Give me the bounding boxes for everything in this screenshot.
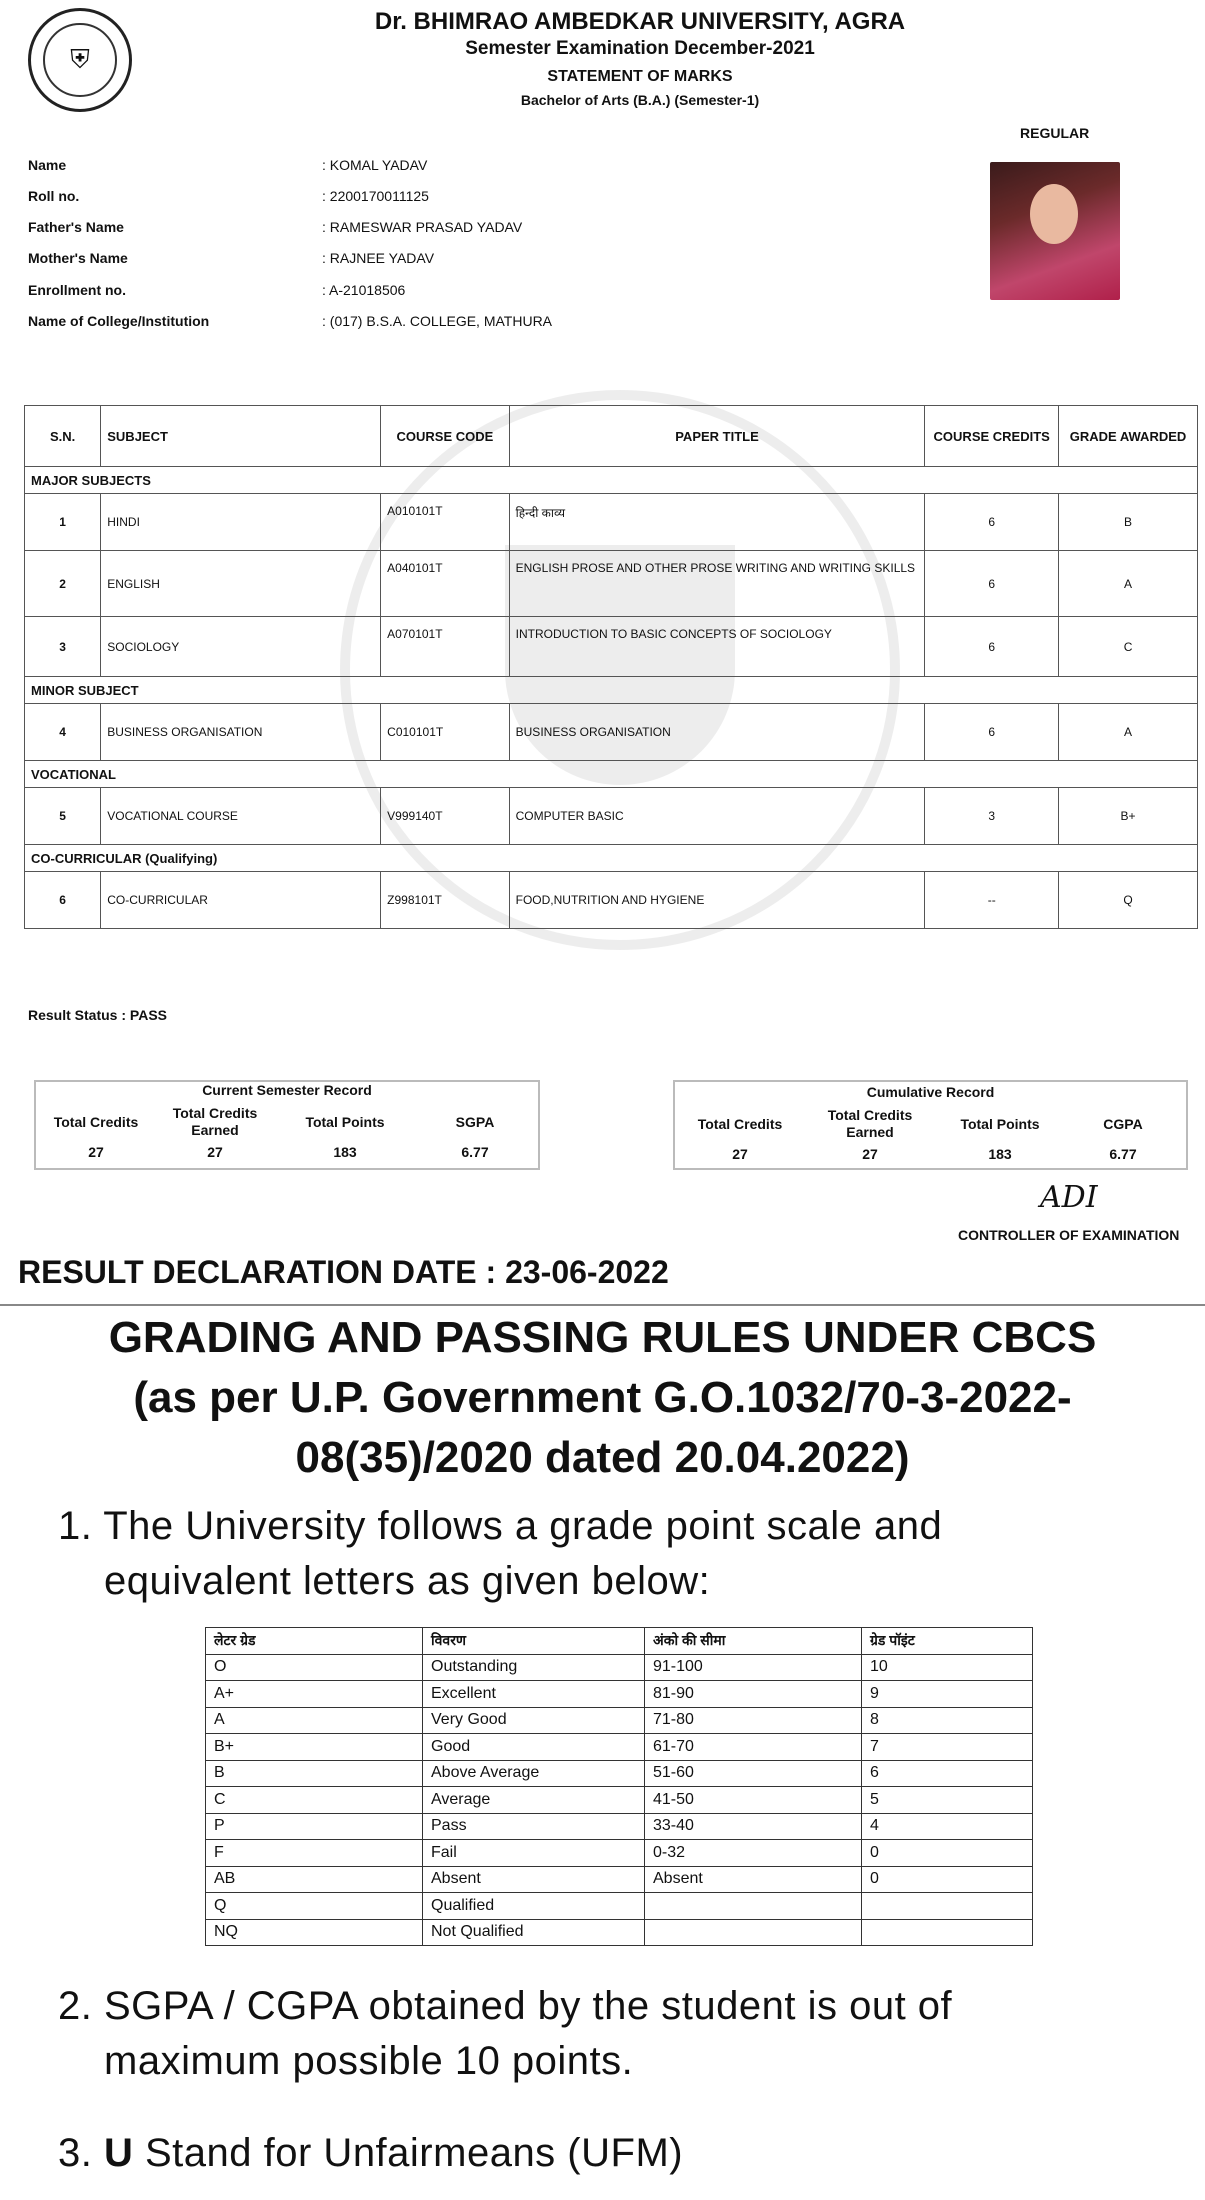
cell: [645, 1893, 862, 1920]
cell: Absent: [645, 1866, 862, 1893]
cell: Above Average: [423, 1760, 645, 1787]
cell-sn: 6: [25, 872, 101, 929]
section-row: [25, 677, 1198, 704]
grade-col-header: अंको की सीमा: [645, 1628, 862, 1655]
marks-table: [24, 405, 1198, 929]
exam-title: Semester Examination December-2021: [465, 38, 815, 59]
record-label: SGPA: [455, 1114, 495, 1130]
cell: 9: [862, 1681, 1033, 1708]
cell: Outstanding: [423, 1654, 645, 1681]
col-header: PAPER TITLE: [509, 406, 925, 467]
cell: B: [206, 1760, 423, 1787]
rule-point-1: 1. The University follows a grade point scale and: [58, 1504, 943, 1548]
info-value: : KOMAL YADAV: [322, 157, 428, 173]
cell: 8: [862, 1707, 1033, 1734]
cell-title: हिन्दी काव्य: [509, 494, 925, 551]
info-value: : (017) B.S.A. COLLEGE, MATHURA: [322, 313, 553, 329]
table-row: [206, 1787, 1033, 1814]
record-label: Total Credits Earned: [827, 1107, 913, 1140]
table-row: [25, 704, 1198, 761]
info-label: Name of College/Institution: [28, 313, 210, 329]
cell: [645, 1919, 862, 1946]
cell-title: COMPUTER BASIC: [509, 788, 925, 845]
cell-credits: 6: [925, 494, 1059, 551]
record-label: Total Credits: [697, 1116, 783, 1132]
table-row: [206, 1919, 1033, 1946]
cell: [862, 1893, 1033, 1920]
section-title: VOCATIONAL: [25, 761, 1198, 788]
table-row: [206, 1840, 1033, 1867]
rules-title: GRADING AND PASSING RULES UNDER CBCS: [108, 1313, 1097, 1362]
controller-label: CONTROLLER OF EXAMINATION: [958, 1227, 1180, 1243]
table-row: [25, 494, 1198, 551]
cell-code: C010101T: [381, 704, 509, 761]
cell-subject: CO-CURRICULAR: [101, 872, 381, 929]
rules-title: (as per U.P. Government G.O.1032/70-3-2022-: [133, 1373, 1072, 1422]
cell: NQ: [206, 1919, 423, 1946]
cell-code: V999140T: [381, 788, 509, 845]
cell-code: A040101T: [381, 551, 509, 617]
cell: 5: [862, 1787, 1033, 1814]
cell-credits: 6: [925, 551, 1059, 617]
cell: 33-40: [645, 1813, 862, 1840]
info-label: Name: [28, 157, 67, 173]
cell-grade: C: [1059, 617, 1198, 677]
table-row: [25, 617, 1198, 677]
info-value: : RAMESWAR PRASAD YADAV: [322, 219, 523, 235]
info-label: Roll no.: [28, 188, 80, 204]
marks-header-row: [25, 406, 1198, 467]
record-label: Total Credits: [53, 1114, 139, 1130]
cell: 51-60: [645, 1760, 862, 1787]
cell-sn: 3: [25, 617, 101, 677]
grade-scale-table: [205, 1627, 1033, 1946]
table-row: [206, 1813, 1033, 1840]
record-label: Total Points: [305, 1114, 385, 1130]
cell: A+: [206, 1681, 423, 1708]
cell-grade: B: [1059, 494, 1198, 551]
cell-grade: B+: [1059, 788, 1198, 845]
cell: C: [206, 1787, 423, 1814]
regular-tag: REGULAR: [1020, 125, 1090, 141]
col-header: SUBJECT: [101, 406, 381, 467]
rule-point-3-text: Stand for Unfairmeans (UFM): [133, 2131, 684, 2175]
cell-credits: 6: [925, 704, 1059, 761]
university-name: Dr. BHIMRAO AMBEDKAR UNIVERSITY, AGRA: [374, 8, 906, 35]
cell: 4: [862, 1813, 1033, 1840]
table-row: [206, 1734, 1033, 1761]
col-header: S.N.: [25, 406, 101, 467]
cell-sn: 2: [25, 551, 101, 617]
table-row: [206, 1866, 1033, 1893]
record-value: 27: [88, 1144, 104, 1160]
cell: 91-100: [645, 1654, 862, 1681]
table-row: [25, 872, 1198, 929]
cell: 0: [862, 1866, 1033, 1893]
cell-title: ENGLISH PROSE AND OTHER PROSE WRITING AND WRITING SKILLS: [509, 551, 925, 617]
record-value: 183: [988, 1146, 1012, 1162]
cell: Average: [423, 1787, 645, 1814]
grade-header-row: [206, 1628, 1033, 1655]
cell-subject: SOCIOLOGY: [101, 617, 381, 677]
col-header: COURSE CREDITS: [925, 406, 1059, 467]
current-record-title: Current Semester Record: [202, 1082, 372, 1098]
cell-title: BUSINESS ORGANISATION: [509, 704, 925, 761]
cell-credits: 6: [925, 617, 1059, 677]
cell-credits: 3: [925, 788, 1059, 845]
grade-col-header: ग्रेड पॉइंट: [862, 1628, 1033, 1655]
cell: Excellent: [423, 1681, 645, 1708]
cell-sn: 5: [25, 788, 101, 845]
cell: F: [206, 1840, 423, 1867]
col-header: COURSE CODE: [381, 406, 509, 467]
rule-point-2-cont: maximum possible 10 points.: [104, 2039, 634, 2083]
cell-subject: BUSINESS ORGANISATION: [101, 704, 381, 761]
cell: [862, 1919, 1033, 1946]
university-seal-logo: [28, 8, 132, 112]
shield-icon: ⛨: [43, 23, 117, 97]
info-value: : A-21018506: [322, 282, 406, 298]
cell-code: A010101T: [381, 494, 509, 551]
col-header: GRADE AWARDED: [1059, 406, 1198, 467]
section-title: MAJOR SUBJECTS: [25, 467, 1198, 494]
cell-title: INTRODUCTION TO BASIC CONCEPTS OF SOCIOLOGY: [509, 617, 925, 677]
cell-subject: VOCATIONAL COURSE: [101, 788, 381, 845]
table-row: [25, 788, 1198, 845]
cumulative-record-title: Cumulative Record: [866, 1084, 995, 1100]
section-title: MINOR SUBJECT: [25, 677, 1198, 704]
record-label: Total Credits Earned: [172, 1105, 258, 1138]
rules-title: 08(35)/2020 dated 20.04.2022): [295, 1433, 910, 1482]
info-label: Enrollment no.: [28, 282, 126, 298]
cell: 71-80: [645, 1707, 862, 1734]
cell-grade: A: [1059, 704, 1198, 761]
cell-code: A070101T: [381, 617, 509, 677]
cell: B+: [206, 1734, 423, 1761]
grade-col-header: लेटर ग्रेड: [206, 1628, 423, 1655]
cell-subject: HINDI: [101, 494, 381, 551]
info-label: Mother's Name: [28, 250, 128, 266]
cell-grade: A: [1059, 551, 1198, 617]
table-row: [206, 1681, 1033, 1708]
section-row: [25, 761, 1198, 788]
section-title: CO-CURRICULAR (Qualifying): [25, 845, 1198, 872]
record-label: Total Points: [960, 1116, 1040, 1132]
cell: 81-90: [645, 1681, 862, 1708]
rule-point-1-cont: equivalent letters as given below:: [104, 1559, 711, 1603]
record-label: CGPA: [1103, 1116, 1143, 1132]
cell: 0: [862, 1840, 1033, 1867]
cell: 6: [862, 1760, 1033, 1787]
cell: Pass: [423, 1813, 645, 1840]
cell: Very Good: [423, 1707, 645, 1734]
cell: P: [206, 1813, 423, 1840]
cell: Good: [423, 1734, 645, 1761]
cell: 10: [862, 1654, 1033, 1681]
document-title: STATEMENT OF MARKS: [547, 68, 733, 85]
table-row: [206, 1760, 1033, 1787]
table-row: [206, 1654, 1033, 1681]
cell: 7: [862, 1734, 1033, 1761]
table-row: [206, 1893, 1033, 1920]
record-value: 27: [862, 1146, 878, 1162]
cell: Qualified: [423, 1893, 645, 1920]
cell-sn: 4: [25, 704, 101, 761]
cell-title: FOOD,NUTRITION AND HYGIENE: [509, 872, 925, 929]
controller-signature: ADI: [1040, 1180, 1098, 1215]
rule-point-2: 2. SGPA / CGPA obtained by the student is out of: [58, 1984, 953, 2028]
cell-grade: Q: [1059, 872, 1198, 929]
table-row: [206, 1707, 1033, 1734]
cell: A: [206, 1707, 423, 1734]
cell: Fail: [423, 1840, 645, 1867]
record-value: 183: [333, 1144, 357, 1160]
record-value: 6.77: [461, 1144, 489, 1160]
result-declaration-date: RESULT DECLARATION DATE : 23-06-2022: [18, 1254, 669, 1290]
cell: Q: [206, 1893, 423, 1920]
cell: 61-70: [645, 1734, 862, 1761]
record-value: 27: [732, 1146, 748, 1162]
cell-credits: --: [925, 872, 1059, 929]
cell-sn: 1: [25, 494, 101, 551]
cell: AB: [206, 1866, 423, 1893]
table-row: [25, 551, 1198, 617]
rule-point-3: [58, 2127, 1168, 2179]
section-row: [25, 845, 1198, 872]
student-photo: [990, 162, 1120, 300]
result-status: Result Status : PASS: [28, 1007, 167, 1023]
cell: Absent: [423, 1866, 645, 1893]
section-row: [25, 467, 1198, 494]
cell: Not Qualified: [423, 1919, 645, 1946]
cell: 0-32: [645, 1840, 862, 1867]
cell-subject: ENGLISH: [101, 551, 381, 617]
cell-code: Z998101T: [381, 872, 509, 929]
record-value: 6.77: [1109, 1146, 1137, 1162]
rule-point-3-prefix: 3.: [58, 2131, 104, 2175]
rule-point-3-bold: U: [103, 2131, 134, 2175]
divider: [0, 1304, 1205, 1306]
info-label: Father's Name: [28, 219, 124, 235]
course-name: Bachelor of Arts (B.A.) (Semester-1): [520, 92, 760, 108]
cell: O: [206, 1654, 423, 1681]
info-value: : 2200170011125: [322, 188, 429, 204]
record-value: 27: [207, 1144, 223, 1160]
info-value: : RAJNEE YADAV: [322, 250, 435, 266]
cell: 41-50: [645, 1787, 862, 1814]
grade-col-header: विवरण: [423, 1628, 645, 1655]
